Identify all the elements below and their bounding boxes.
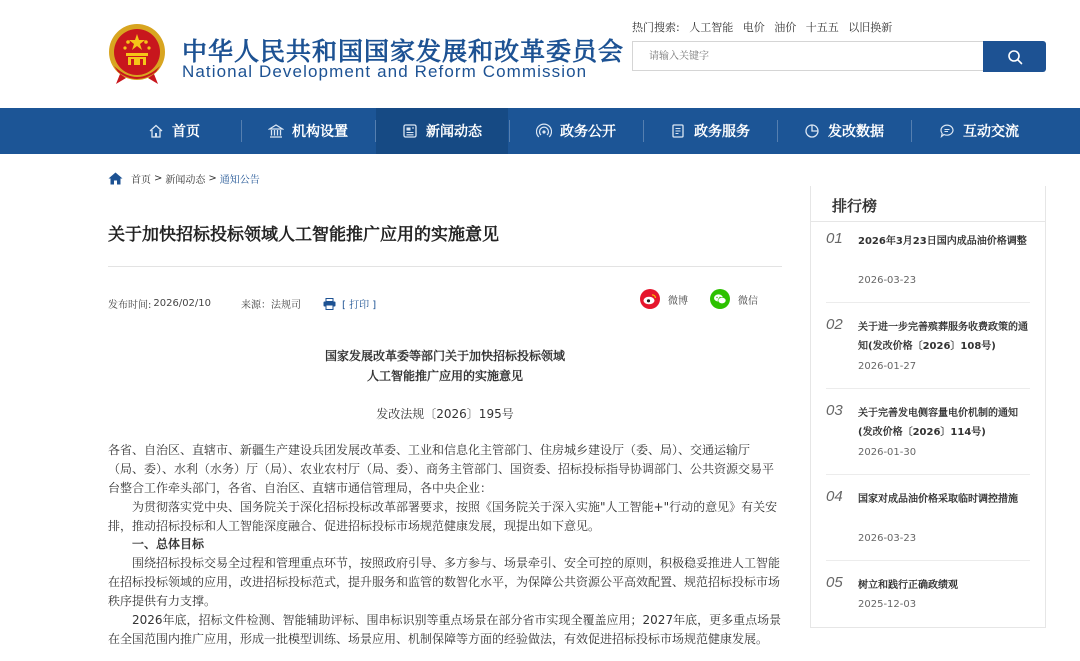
nav-item-institution[interactable] [242, 108, 374, 154]
nav-label: 新闻动态 [426, 124, 482, 140]
search-input[interactable] [633, 42, 984, 70]
hot-search-term[interactable]: 十五五 [805, 21, 839, 34]
share-weibo-label: 微博 [668, 295, 688, 307]
breadcrumb-current[interactable]: 通知公告 [219, 175, 260, 186]
article-meta [108, 296, 376, 311]
ranking-divider [826, 560, 1030, 561]
nav-label: 政务公开 [560, 124, 616, 140]
publish-label: 发布时间: [108, 300, 152, 311]
ranking-item-title[interactable]: 关于进一步完善殡葬服务收费政策的通知(发改价格〔2026〕108号) [858, 322, 1028, 352]
ranking-number: 05 [826, 574, 843, 591]
hot-search-term[interactable]: 油价 [774, 21, 797, 34]
nav-label: 互动交流 [963, 124, 1019, 140]
intro-paragraph: 为贯彻落实党中央、国务院关于深化招标投标改革部署要求，按照《国务院关于深入实施"人工智能+"行动的意见》有关安排，推动招标投标和人工智能深度融合、促进招标投标市场规范健康发展，现提出如下意见。 [108, 500, 778, 533]
nav-label: 政务服务 [694, 124, 750, 140]
hot-search-term[interactable]: 人工智能 [689, 21, 734, 34]
ranking-item-title[interactable]: 关于完善发电侧容量电价机制的通知(发改价格〔2026〕114号) [858, 408, 1018, 438]
ranking-header [810, 186, 1046, 222]
ranking-divider [826, 388, 1030, 389]
ranking-item-date: 2026-01-27 [858, 361, 917, 372]
national-emblem-icon[interactable] [106, 22, 168, 88]
ranking-item-title[interactable]: 树立和践行正确政绩观 [858, 580, 958, 591]
ranking-number: 02 [826, 316, 843, 333]
print-label: [ 打印 ] [342, 300, 377, 311]
news-icon [402, 123, 418, 139]
hot-search-term[interactable]: 电价 [742, 21, 765, 34]
ranking-number: 03 [826, 402, 843, 419]
print-button[interactable] [323, 296, 376, 311]
weibo-icon [640, 289, 660, 309]
section-heading: 一、总体目标 [132, 537, 205, 551]
search-icon [1007, 49, 1023, 65]
chat-icon [939, 123, 955, 139]
breadcrumb-separator: > [154, 173, 163, 184]
search-box [632, 41, 984, 71]
printer-icon [323, 298, 336, 310]
ranking-divider [826, 474, 1030, 475]
nav-item-news[interactable] [376, 108, 508, 154]
breadcrumb [108, 171, 260, 186]
hot-search-term[interactable]: 以旧换新 [848, 21, 893, 34]
breadcrumb-separator: > [208, 173, 217, 184]
body-paragraph: 2026年底，招标文件检测、智能辅助评标、围串标识别等重点场景在部分省市实现全覆盖应用；2027年底，更多重点场景在全国范围内推广应用，形成一批模型训练、场景应用、机制保障等方面的经验做法，有效促进招标投标市场规范健康发展。 [108, 613, 782, 646]
home-icon [148, 123, 164, 139]
nav-item-interaction[interactable] [912, 108, 1046, 154]
title-divider [108, 266, 782, 267]
site-title-cn[interactable]: 中华人民共和国国家发展和改革委员会 [182, 37, 625, 66]
home-icon[interactable] [108, 172, 123, 185]
nav-item-data[interactable] [778, 108, 910, 154]
article-source: 来源：法规司 [241, 300, 302, 311]
data-icon [804, 123, 820, 139]
ranking-number: 01 [826, 230, 843, 247]
ranking-item-title[interactable]: 国家对成品油价格采取临时调控措施 [858, 494, 1018, 505]
addressee-paragraph: 各省、自治区、直辖市、新疆生产建设兵团发展改革委、工业和信息化主管部门、住房城乡建设厅（委、局）、交通运输厅（局、委）、水利（水务）厅（局）、农业农村厅（局、委）、商务主管部门、国资委、招标投标指导协调部门、公共资源交易平台整合工作牵头部门，各省、自治区、直辖市通信管理局，各中央企业： [108, 443, 775, 495]
share-wechat-label: 微信 [738, 295, 758, 307]
ranking-item-date: 2026-03-23 [858, 275, 917, 286]
ranking-item-date: 2026-01-30 [858, 447, 917, 458]
hot-search-label: 热门搜索: [632, 21, 680, 34]
site-title-en[interactable]: National Development and Reform Commission [182, 62, 588, 81]
body-paragraph: 围绕招标投标交易全过程和管理重点环节，按照政府引导、多方参与、场景牵引、安全可控的原则，积极稳妥推进人工智能在招标投标领域的应用，改进招标投标范式，提升服务和监管的数智化水平，为保障公共资源公平高效配置、规范招标投标市场秩序提供有力支撑。 [108, 556, 781, 608]
nav-label: 发改数据 [828, 124, 884, 140]
search-button[interactable] [983, 41, 1046, 72]
ranking-divider [826, 302, 1030, 303]
nav-item-home[interactable] [108, 108, 240, 154]
share-wechat[interactable] [710, 289, 758, 309]
ranking-item-title[interactable]: 2026年3月23日国内成品油价格调整 [858, 236, 1027, 247]
ranking-title: 排行榜 [832, 197, 878, 215]
nav-item-gov-affairs[interactable] [510, 108, 642, 154]
nav-label: 首页 [172, 124, 200, 140]
site-header [0, 0, 1080, 108]
doc-number: 发改法规〔2026〕195号 [376, 407, 514, 421]
broadcast-icon [536, 123, 552, 139]
institution-icon [268, 123, 284, 139]
hot-search [632, 19, 898, 35]
doc-heading-line-1: 国家发展改革委等部门关于加快招标投标领域 [324, 349, 565, 363]
doc-heading-line-2: 人工智能推广应用的实施意见 [366, 369, 523, 383]
service-icon [670, 123, 686, 139]
breadcrumb-link[interactable]: 新闻动态 [165, 175, 206, 186]
nav-item-services[interactable] [644, 108, 776, 154]
share-weibo[interactable] [640, 289, 688, 309]
ranking-item-date: 2026-03-23 [858, 533, 917, 544]
nav-label: 机构设置 [292, 124, 348, 140]
publish-date: 2026/02/10 [153, 298, 212, 309]
ranking-item-date: 2025-12-03 [858, 599, 917, 610]
main-nav [0, 108, 1080, 154]
ranking-number: 04 [826, 488, 843, 505]
article-title: 关于加快招标投标领域人工智能推广应用的实施意见 [108, 225, 499, 245]
breadcrumb-link[interactable]: 首页 [131, 175, 151, 186]
wechat-icon [710, 289, 730, 309]
